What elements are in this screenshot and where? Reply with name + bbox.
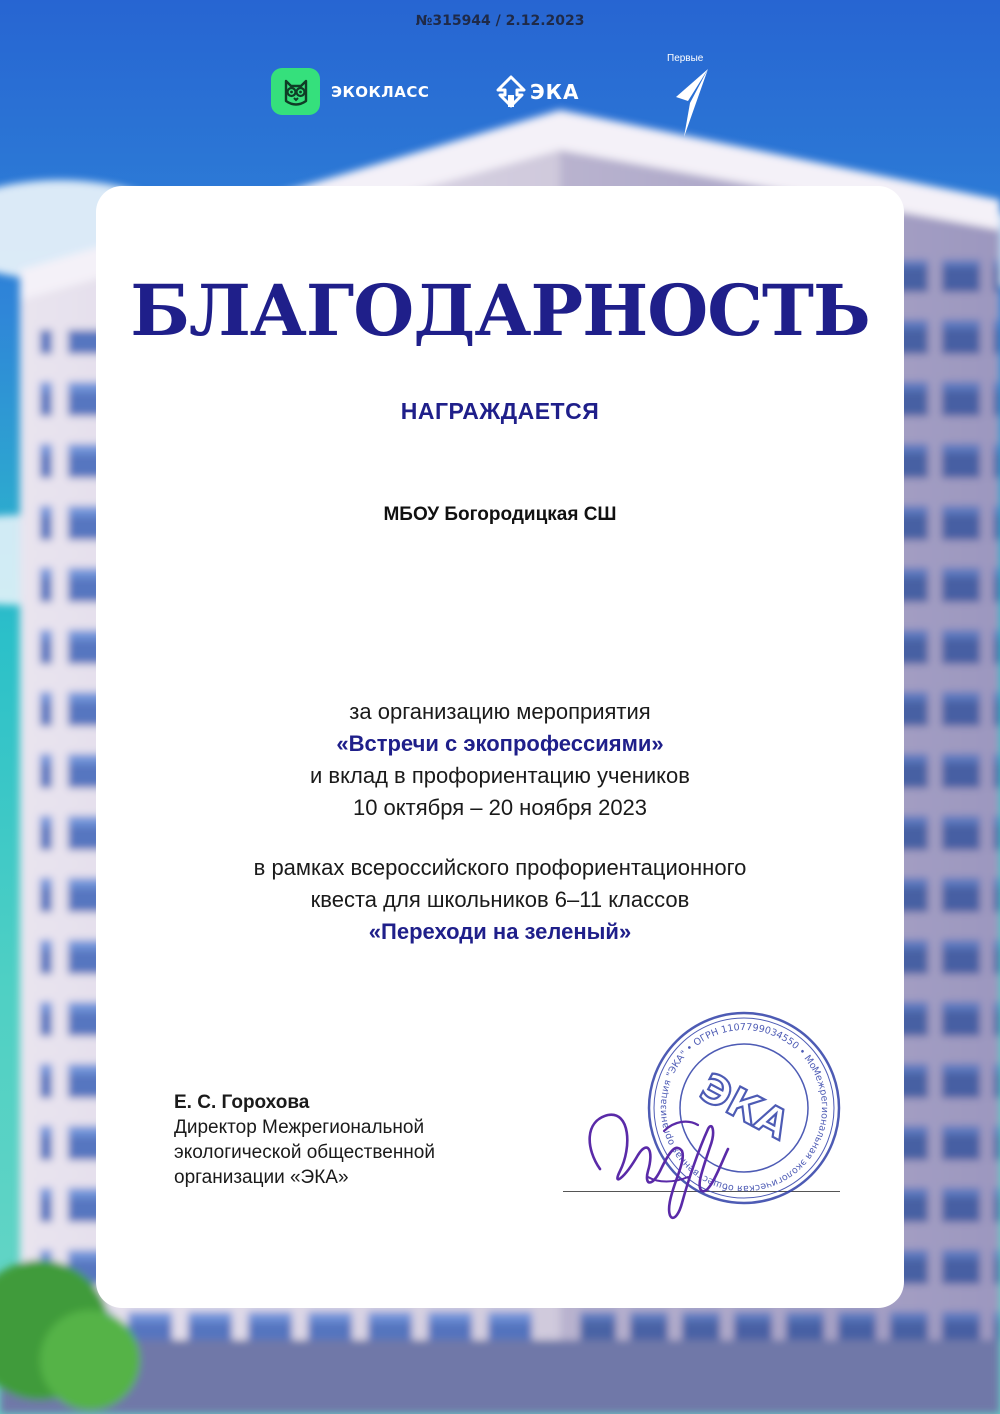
document-number: №315944 / 2.12.2023 <box>415 13 585 29</box>
pervye-logo <box>664 53 714 139</box>
signer-position-line: экологической общественной <box>174 1142 435 1163</box>
context-block <box>96 852 904 948</box>
pervye-arrow-icon <box>674 67 710 139</box>
stamp-ring-text: Межрегиональная экологическая общественная организация "ЭКА" • ОГРН 1107799034550 • Москва <box>657 1021 831 1195</box>
quest-name: «Переходи на зеленый» <box>368 919 632 944</box>
handwritten-signature <box>578 1091 748 1231</box>
signer-name: Е. С. Горохова <box>174 1092 310 1113</box>
event-name: «Встречи с экопрофессиями» <box>336 731 664 756</box>
event-dates: 10 октября – 20 ноября 2023 <box>352 795 648 820</box>
context-line: в рамках всероссийского профориентационного <box>253 855 747 880</box>
signer-position-line: организации «ЭКА» <box>174 1167 349 1188</box>
certificate-card <box>96 186 904 1308</box>
reason-line: за организацию мероприятия <box>349 699 651 724</box>
eka-tree-icon <box>496 75 526 109</box>
signer-position-line: Директор Межрегиональной <box>174 1117 425 1138</box>
audience-line: квеста для школьников 6–11 классов <box>310 887 690 912</box>
certificate-title: БЛАГОДАРНОСТЬ <box>130 269 870 352</box>
stamp-center-text: ЭКА <box>692 1064 797 1150</box>
recipient-name: МБОУ Богородицкая СШ <box>383 504 617 525</box>
owl-icon <box>271 68 320 115</box>
reason-block <box>96 696 904 824</box>
awarded-label: НАГРАЖДАЕТСЯ <box>400 398 600 424</box>
signer-block <box>174 1090 435 1190</box>
ekoklass-label: ЭКОКЛАСС <box>331 82 430 101</box>
eka-logo <box>496 75 580 109</box>
ekoklass-logo <box>271 68 429 115</box>
eka-label: ЭКА <box>530 80 580 104</box>
contribution-line: и вклад в профориентацию учеников <box>310 763 690 788</box>
pervye-label: Первые <box>667 53 704 64</box>
